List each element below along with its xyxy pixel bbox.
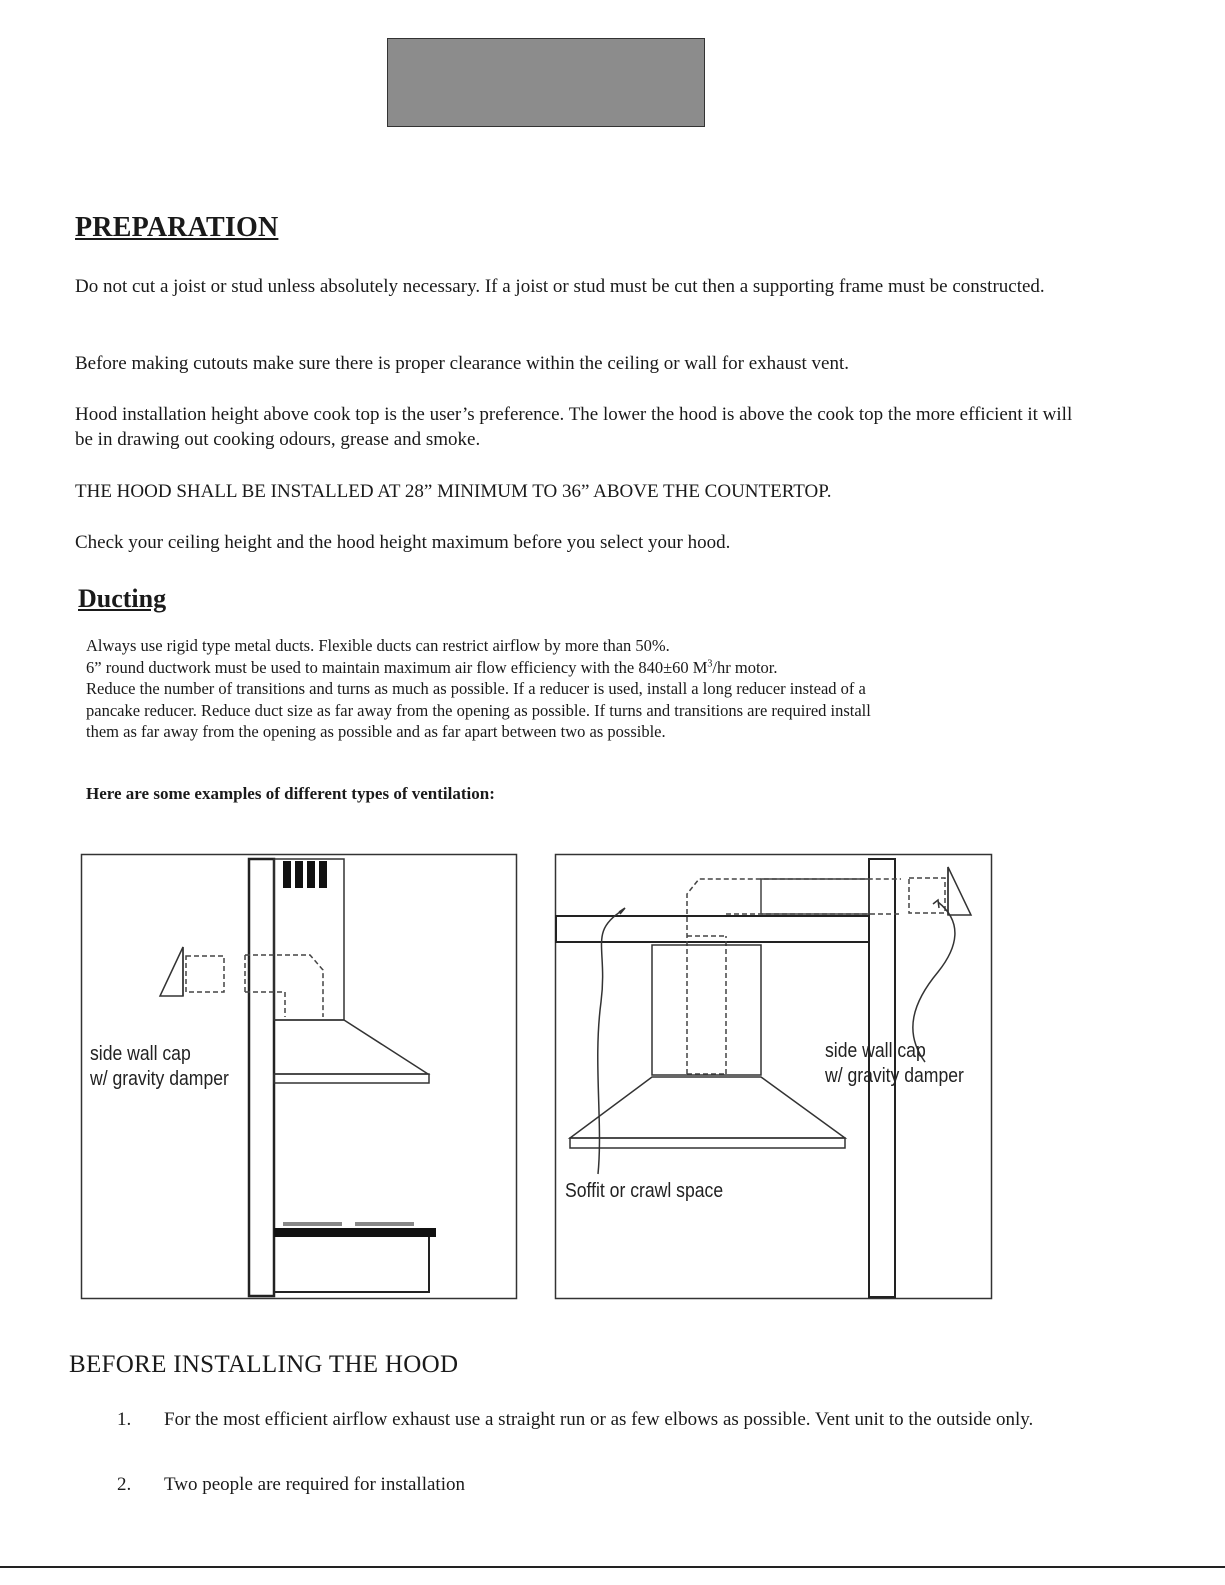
header-placeholder-box — [387, 38, 705, 127]
before-installing-heading: BEFORE INSTALLING THE HOOD — [69, 1351, 459, 1378]
soffit-label: Soffit or crawl space — [565, 1180, 724, 1202]
prep-paragraph-clearance: Before making cutouts make sure there is proper clearance within the ceiling or wall for exhaust vent. — [75, 353, 849, 374]
ducting-heading: Ducting — [78, 584, 167, 613]
prep-paragraph-ceiling: Check your ceiling height and the hood height maximum before you select your hood. — [75, 532, 731, 553]
wall-cap-label-left: side wall cap w/ gravity damper — [90, 1043, 229, 1090]
diagram-wall-vent — [80, 852, 520, 1302]
preparation-heading: PREPARATION — [75, 212, 279, 243]
page-bottom-rule — [0, 1566, 1225, 1568]
diagram-soffit-vent — [553, 852, 995, 1302]
prep-paragraph-joist: Do not cut a joist or stud unless absolutely necessary. If a joist or stud must be cut then a supporting frame must be constructed. — [75, 276, 1045, 297]
prep-paragraph-installed-height: THE HOOD SHALL BE INSTALLED AT 28” MINIMUM TO 36” ABOVE THE COUNTERTOP. — [75, 481, 832, 502]
ducting-line-rigid: Always use rigid type metal ducts. Flexible ducts can restrict airflow by more than 50%. — [86, 636, 670, 655]
ducting-line-apart: them as far away from the opening as possible and as far apart between two as possible. — [86, 722, 666, 741]
ducting-line-transitions: Reduce the number of transitions and turns as much as possible. If a reducer is used, install a long reducer instead of a — [86, 679, 866, 698]
examples-caption: Here are some examples of different types of ventilation: — [86, 784, 495, 803]
wall-cap-label-right: side wall cap w/ gravity damper — [825, 1040, 964, 1087]
prep-paragraph-height: Hood installation height above cook top is the user’s preference. The lower the hood is above the cook top the more efficient it will be in drawing out cooking odours, grease and smoke. — [75, 404, 1073, 450]
ducting-line-round: 6” round ductwork must be used to maintain maximum air flow efficiency with the 840±60 $M^3/hr$ motor. — [86, 657, 778, 677]
ducting-line-reducer: pancake reducer. Reduce duct size as far away from the opening as possible. If turns and transitions are required install — [86, 700, 871, 720]
ducting-text — [86, 635, 1016, 743]
